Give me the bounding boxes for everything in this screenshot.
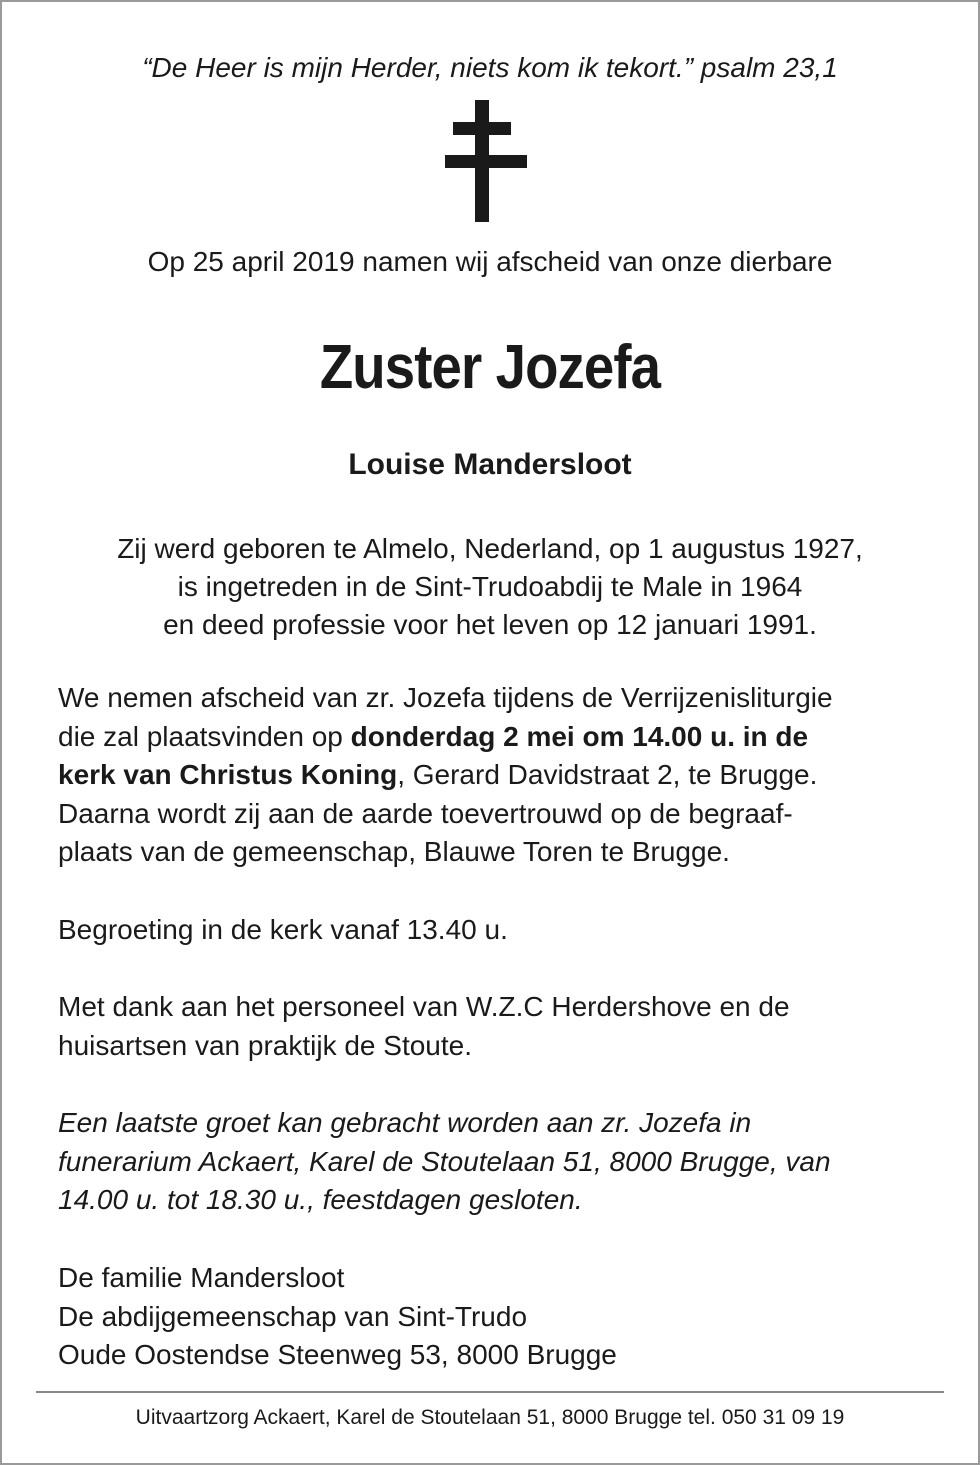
visitation-line: 14.00 u. tot 18.30 u., feestdagen gesloten. xyxy=(58,1184,583,1215)
visitation-line: funerarium Ackaert, Karel de Stoutelaan 51, 8000 Brugge, van xyxy=(58,1145,831,1177)
deceased-name: Zuster Jozefa xyxy=(319,333,661,402)
bio-line: en deed professie voor het leven op 12 januari 1991. xyxy=(163,609,817,640)
visitation-info xyxy=(58,1104,938,1220)
thanks-line: Met dank aan het personeel van W.Z.C Herdershove en de xyxy=(58,991,790,1022)
bio-line: Zij werd geboren te Almelo, Nederland, op 1 augustus 1927, xyxy=(117,533,863,564)
service-line: plaats van de gemeenschap, Blauwe Toren te Brugge. xyxy=(58,836,730,867)
civil-name: Louise Mandersloot xyxy=(348,448,632,481)
thanks-line: huisartsen van praktijk de Stoute. xyxy=(58,1029,473,1061)
family-signature xyxy=(58,1259,938,1375)
thanks-note xyxy=(58,988,938,1065)
bio-line: is ingetreden in de Sint-Trudoabdij te Male in 1964 xyxy=(177,571,803,602)
lorraine-cross-icon xyxy=(445,100,527,222)
service-line xyxy=(58,718,938,757)
biography xyxy=(0,530,980,644)
family-line: Oude Oostendse Steenweg 53, 8000 Brugge xyxy=(58,1339,617,1370)
footer-divider xyxy=(36,1391,944,1393)
psalm-quote: “De Heer is mijn Herder, niets kom ik tekort.” psalm 23,1 xyxy=(142,52,838,83)
service-line: We nemen afscheid van zr. Jozefa tijdens de Verrijzenisliturgie xyxy=(58,682,833,713)
greeting-line: Begroeting in de kerk vanaf 13.40 u. xyxy=(58,914,508,945)
family-line: De abdijgemeenschap van Sint-Trudo xyxy=(58,1300,528,1332)
service-line: Daarna wordt zij aan de aarde toevertrouwd op de begraaf- xyxy=(58,797,793,829)
visitation-line: Een laatste groet kan gebracht worden aan zr. Jozefa in xyxy=(58,1107,752,1138)
intro-text: Op 25 april 2019 namen wij afscheid van onze dierbare xyxy=(147,246,833,277)
service-date-time: donderdag 2 mei om 14.00 u. in de xyxy=(350,720,809,752)
greeting-info xyxy=(58,911,938,950)
funeral-home-footer: Uitvaartzorg Ackaert, Karel de Stoutelaan 51, 8000 Brugge tel. 050 31 09 19 xyxy=(135,1406,845,1429)
service-line xyxy=(58,756,938,795)
service-church: kerk van Christus Koning xyxy=(58,759,398,790)
service-text: die zal plaatsvinden op xyxy=(58,720,351,752)
service-details xyxy=(58,679,938,872)
family-line: De familie Mandersloot xyxy=(58,1262,345,1293)
service-address: , Gerard Davidstraat 2, te Brugge. xyxy=(397,759,818,790)
